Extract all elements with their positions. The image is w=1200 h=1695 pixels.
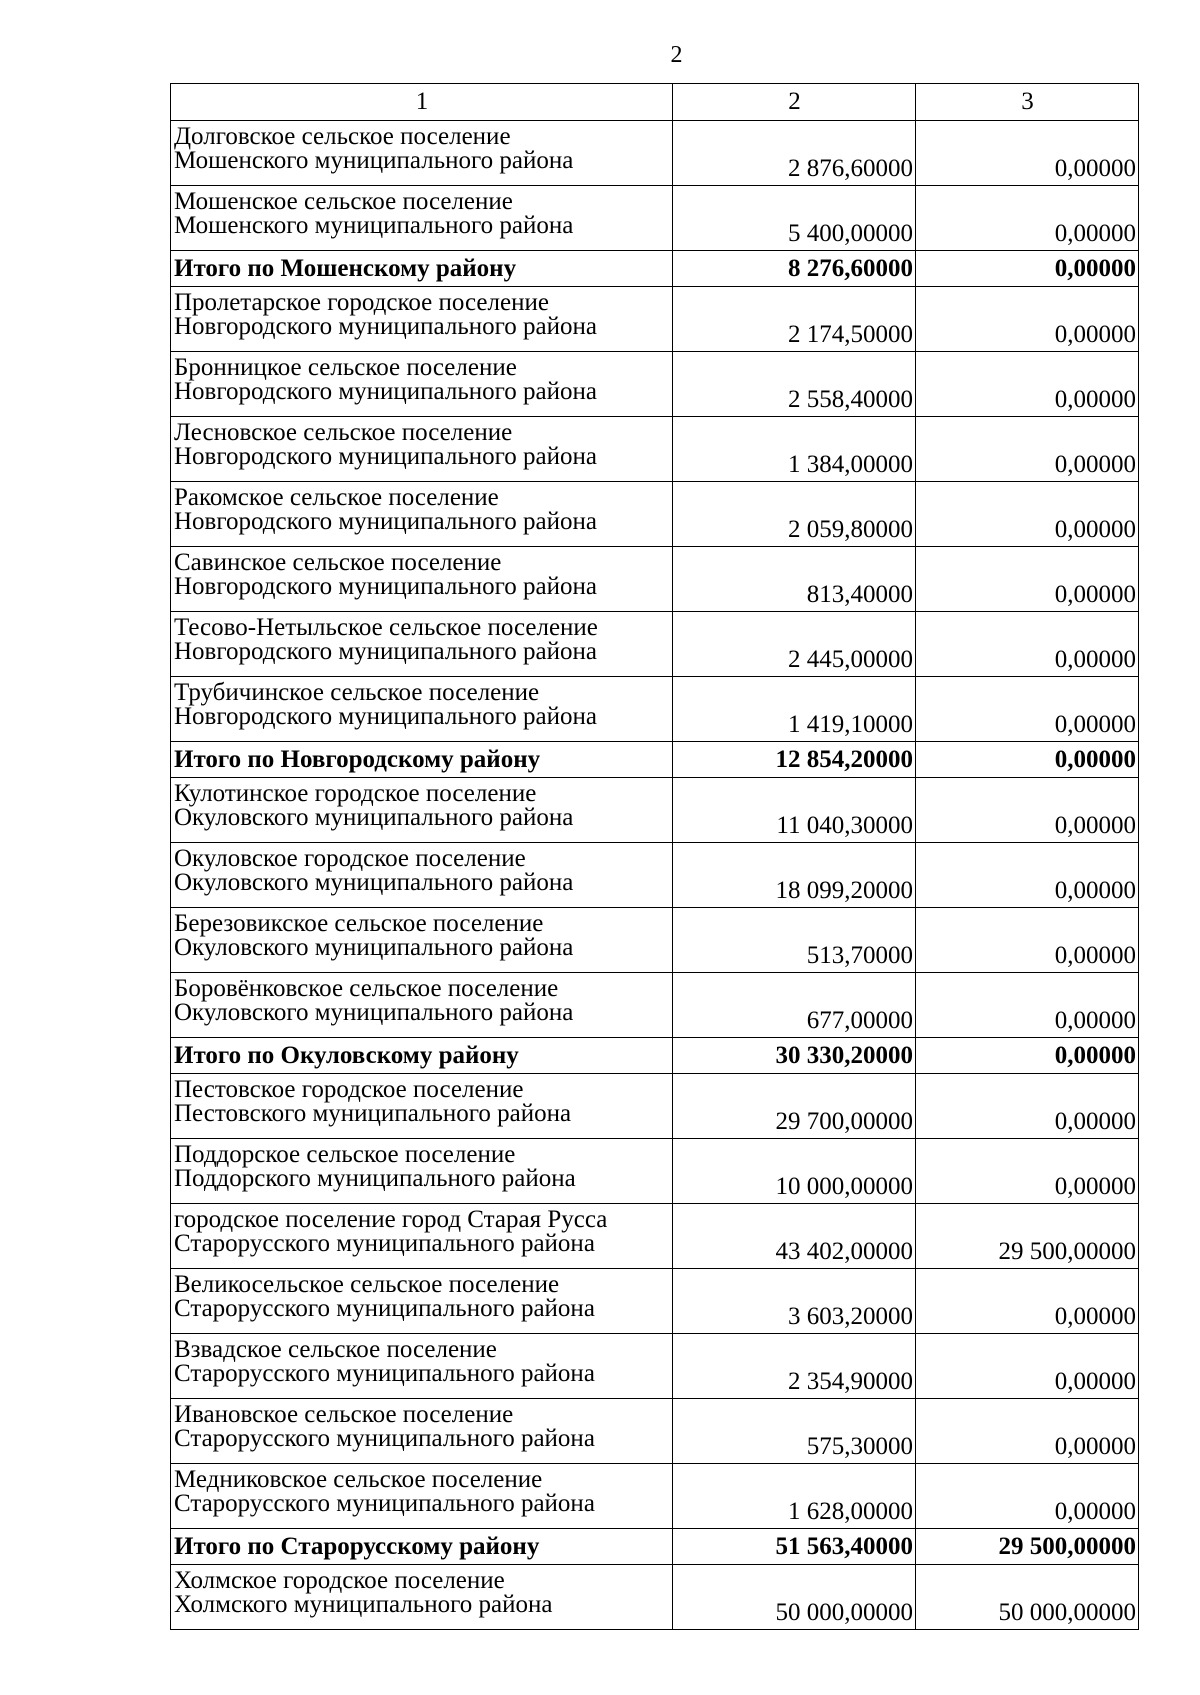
settlement-name: Мошенское сельское поселение [174,188,513,215]
amount-column-3: 0,00000 [916,1399,1139,1464]
table-row [171,287,1139,352]
amount-column-3: 0,00000 [916,121,1139,186]
table-row [171,1204,1139,1269]
settlement-name-cell [171,287,673,352]
table-row [171,973,1139,1038]
amount-column-3: 0,00000 [916,1334,1139,1399]
column-header-1: 1 [171,84,673,121]
table-row [171,908,1139,973]
table-row [171,1565,1139,1630]
settlement-name-cell [171,547,673,612]
amount-column-2: 2 445,00000 [673,612,916,677]
settlement-name-cell [171,1139,673,1204]
settlement-name-cell [171,186,673,251]
table-row [171,1464,1139,1529]
settlement-name: Поддорское сельское поселение [174,1141,516,1168]
settlement-name-cell [171,482,673,547]
amount-column-2: 2 354,90000 [673,1334,916,1399]
amount-column-3: 0,00000 [916,908,1139,973]
settlement-name-cell [171,677,673,742]
district-name: Окуловского муниципального района [174,934,574,961]
settlement-name-cell [171,908,673,973]
amount-column-2: 2 174,50000 [673,287,916,352]
district-name: Новгородского муниципального района [174,703,597,730]
settlement-name: Итого по Мошенскому району [174,254,517,282]
column-header-2: 2 [673,84,916,121]
total-row [171,251,1139,287]
table-row [171,1334,1139,1399]
settlement-name: Березовикское сельское поселение [174,910,544,937]
amount-column-3: 0,00000 [916,677,1139,742]
settlement-name-cell [171,778,673,843]
table-row [171,1139,1139,1204]
district-name: Холмского муниципального района [174,1591,553,1618]
amount-column-3: 0,00000 [916,482,1139,547]
total-row [171,1529,1139,1565]
amount-column-3: 50 000,00000 [916,1565,1139,1630]
amount-column-3: 0,00000 [916,186,1139,251]
page-number: 2 [670,42,683,68]
district-name: Новгородского муниципального района [174,508,597,535]
amount-column-2: 50 000,00000 [673,1565,916,1630]
settlement-name: Итого по Окуловскому району [174,1041,519,1069]
settlement-name: Окуловское городское поселение [174,845,526,872]
district-name: Окуловского муниципального района [174,804,574,831]
table-row [171,1399,1139,1464]
settlement-name-cell [171,843,673,908]
settlement-name: Холмское городское поселение [174,1567,505,1594]
district-name: Новгородского муниципального района [174,443,597,470]
settlement-name-cell [171,1464,673,1529]
amount-column-2: 30 330,20000 [673,1038,916,1074]
amount-column-3: 0,00000 [916,778,1139,843]
settlement-name: Тесово-Нетыльское сельское поселение [174,614,598,641]
settlement-name: Савинское сельское поселение [174,549,502,576]
amount-column-2: 8 276,60000 [673,251,916,287]
district-name: Мошенского муниципального района [174,147,574,174]
settlement-name-cell [171,973,673,1038]
settlement-name: Трубичинское сельское поселение [174,679,540,706]
amount-column-2: 2 558,40000 [673,352,916,417]
amount-column-2: 2 059,80000 [673,482,916,547]
amount-column-2: 1 628,00000 [673,1464,916,1529]
table-row [171,1074,1139,1139]
settlement-name-cell [171,1334,673,1399]
amount-column-3: 0,00000 [916,742,1139,778]
settlement-name: Ракомское сельское поселение [174,484,499,511]
district-name: Новгородского муниципального района [174,573,597,600]
settlement-name-cell [171,417,673,482]
total-row [171,742,1139,778]
settlement-name-cell [171,612,673,677]
settlement-name: Долговское сельское поселение [174,123,511,150]
district-name: Старорусского муниципального района [174,1295,595,1322]
settlement-name: Пролетарское городское поселение [174,289,549,316]
district-name: Пестовского муниципального района [174,1100,572,1127]
district-name: Окуловского муниципального района [174,869,574,896]
district-name: Старорусского муниципального района [174,1360,595,1387]
amount-column-3: 0,00000 [916,1464,1139,1529]
table-row [171,1269,1139,1334]
settlement-name-cell [171,1269,673,1334]
settlement-name-cell [171,1204,673,1269]
amount-column-3: 0,00000 [916,612,1139,677]
table-row [171,547,1139,612]
district-name: Новгородского муниципального района [174,638,597,665]
total-row [171,1038,1139,1074]
amount-column-3: 0,00000 [916,251,1139,287]
amount-column-3: 0,00000 [916,1074,1139,1139]
table-row [171,417,1139,482]
amount-column-2: 11 040,30000 [673,778,916,843]
amount-column-3: 0,00000 [916,1269,1139,1334]
settlement-name: Кулотинское городское поселение [174,780,537,807]
table-body [171,121,1139,1630]
settlement-name-cell [171,742,673,778]
column-header-3: 3 [916,84,1139,121]
district-name: Новгородского муниципального района [174,313,597,340]
settlement-name-cell [171,1565,673,1630]
district-name: Мошенского муниципального района [174,212,574,239]
amount-column-2: 575,30000 [673,1399,916,1464]
settlement-name: Ивановское сельское поселение [174,1401,514,1428]
settlement-name-cell [171,1529,673,1565]
amount-column-2: 677,00000 [673,973,916,1038]
amount-column-2: 5 400,00000 [673,186,916,251]
settlement-name: Бронницкое сельское поселение [174,354,517,381]
table-row [171,843,1139,908]
amount-column-2: 3 603,20000 [673,1269,916,1334]
amount-column-3: 0,00000 [916,352,1139,417]
amount-column-3: 0,00000 [916,547,1139,612]
amount-column-2: 18 099,20000 [673,843,916,908]
settlement-name-cell [171,1038,673,1074]
amount-column-2: 513,70000 [673,908,916,973]
settlement-name: городское поселение город Старая Русса [174,1206,608,1233]
amount-column-3: 0,00000 [916,417,1139,482]
settlement-name-cell [171,1399,673,1464]
table-row [171,778,1139,843]
amount-column-2: 51 563,40000 [673,1529,916,1565]
amount-column-3: 0,00000 [916,973,1139,1038]
district-name: Поддорского муниципального района [174,1165,576,1192]
amount-column-2: 1 419,10000 [673,677,916,742]
settlement-name: Взвадское сельское поселение [174,1336,497,1363]
district-name: Старорусского муниципального района [174,1490,595,1517]
table-row [171,186,1139,251]
settlement-name: Боровёнковское сельское поселение [174,975,559,1002]
amount-column-3: 29 500,00000 [916,1529,1139,1565]
settlement-name-cell [171,251,673,287]
table-row [171,612,1139,677]
table-row [171,677,1139,742]
district-name: Окуловского муниципального района [174,999,574,1026]
district-name: Старорусского муниципального района [174,1425,595,1452]
amount-column-2: 1 384,00000 [673,417,916,482]
settlement-name: Итого по Старорусскому району [174,1532,540,1560]
settlement-name: Лесновское сельское поселение [174,419,513,446]
allocation-table [170,83,1139,1630]
table-row [171,482,1139,547]
table-row [171,352,1139,417]
settlement-name-cell [171,352,673,417]
table-header-row [171,84,1139,121]
table-row [171,121,1139,186]
amount-column-2: 813,40000 [673,547,916,612]
settlement-name: Медниковское сельское поселение [174,1466,543,1493]
settlement-name-cell [171,1074,673,1139]
amount-column-2: 43 402,00000 [673,1204,916,1269]
settlement-name: Пестовское городское поселение [174,1076,524,1103]
district-name: Новгородского муниципального района [174,378,597,405]
settlement-name: Великосельское сельское поселение [174,1271,560,1298]
settlement-name-cell [171,121,673,186]
amount-column-2: 10 000,00000 [673,1139,916,1204]
amount-column-3: 0,00000 [916,287,1139,352]
district-name: Старорусского муниципального района [174,1230,595,1257]
settlement-name: Итого по Новгородскому району [174,745,541,773]
amount-column-3: 0,00000 [916,1038,1139,1074]
amount-column-2: 2 876,60000 [673,121,916,186]
amount-column-3: 0,00000 [916,843,1139,908]
amount-column-2: 29 700,00000 [673,1074,916,1139]
amount-column-3: 0,00000 [916,1139,1139,1204]
amount-column-2: 12 854,20000 [673,742,916,778]
amount-column-3: 29 500,00000 [916,1204,1139,1269]
